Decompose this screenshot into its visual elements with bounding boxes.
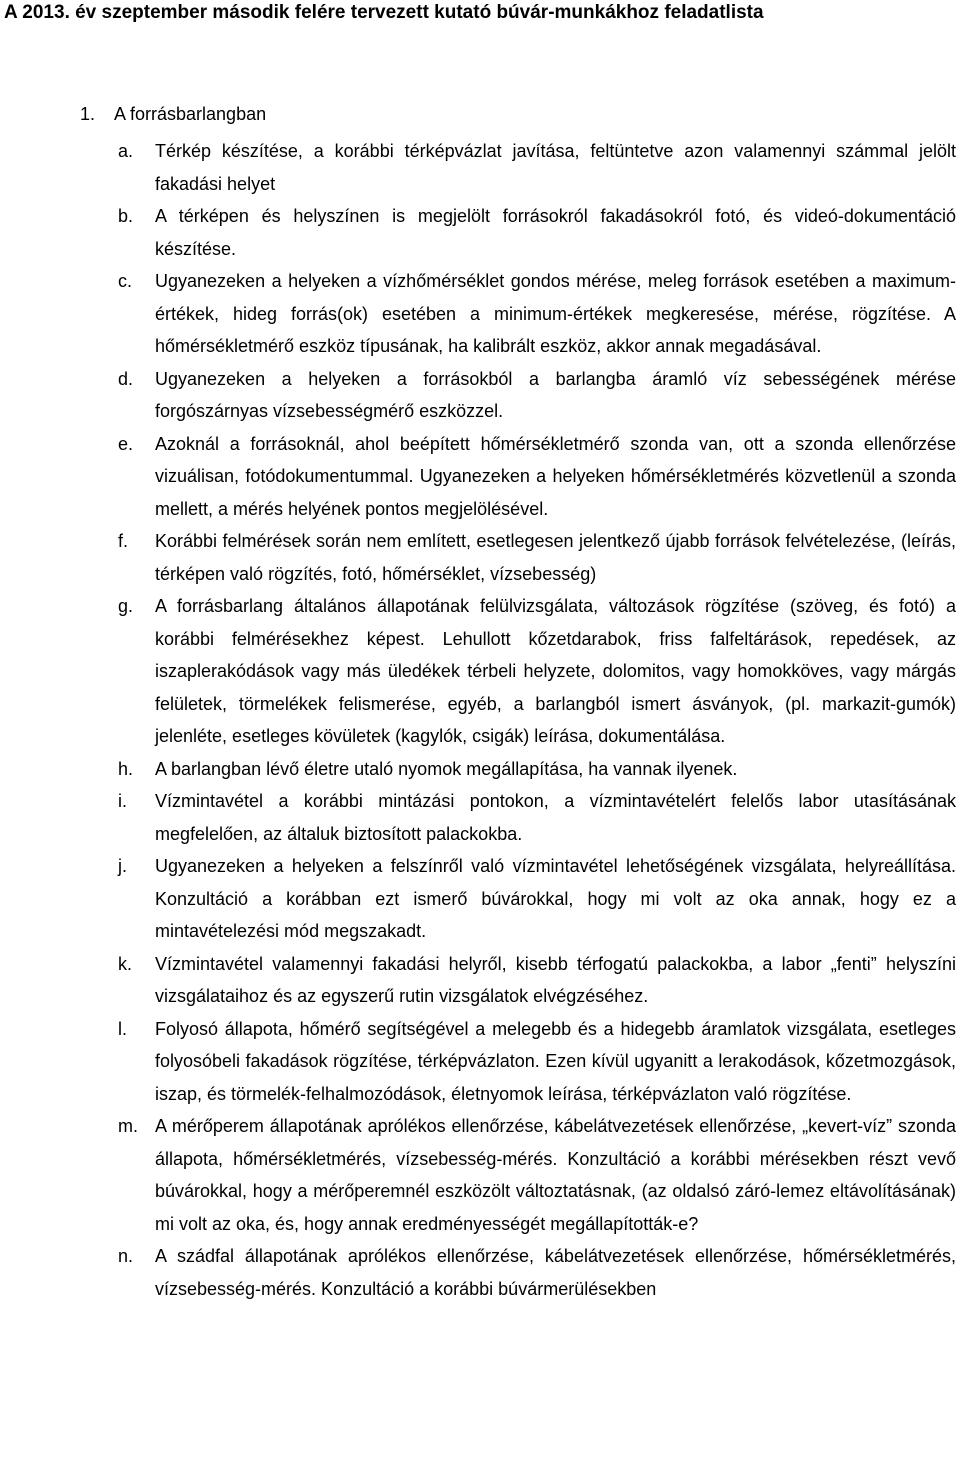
item-letter: f.: [118, 531, 129, 551]
item-letter: l.: [118, 1018, 127, 1039]
item-letter: j.: [118, 856, 127, 876]
item-text: Ugyanezeken a helyeken a felszínről való vízmintavétel lehetőségének vizsgálata, helyreállítása. Konzultáció a korábban ezt ismerő búvárokkal, hogy mi volt az oka annak, hogy ez a mintavételezési mód megszakadt.: [155, 856, 956, 941]
item-letter: c.: [118, 271, 133, 291]
item-text: Folyosó állapota, hőmérő segítségével a melegebb és a hidegebb áramlatok vizsgálata, esetleges folyosóbeli fakadások rögzítése, térképvázlaton. Ezen kívül ugyanitt a lerakodások, kőzetmozgások, iszap, és törmelék-felhalmozódások, életnyomok leírása, térképvázlaton való rögzítése.: [155, 1018, 956, 1104]
task-list: [118, 135, 956, 1305]
item-letter: a.: [118, 141, 134, 161]
item-text: A forrásbarlang általános állapotának felülvizsgálata, változások rögzítése (szöveg, és fotó) a korábbi felmérésekhez képest. Lehullott kőzetdarabok, friss falfeltárások, repedések, az iszaplerakódások vagy más üledékek térbeli helyzete, dolomitos, vagy homokköves, vagy márgás felületek, törmelékek felismerése, egyéb, a barlangból ismert ásványok, (pl. markazit-gumók) jelenléte, esetleges kövületek (kagylók, csigák) leírása, dokumentálása.: [155, 596, 956, 746]
list-item: [118, 135, 956, 200]
item-text: Azoknál a forrásoknál, ahol beépített hőmérsékletmérő szonda van, ott a szonda ellenőrzése vizuálisan, fotódokumentummal. Ugyanezeken a helyeken hőmérsékletmérés közvetlenül a szonda mellett, a mérés helyének pontos megjelölésével.: [155, 433, 956, 519]
item-letter: k.: [118, 953, 133, 974]
item-letter: n.: [118, 1246, 134, 1266]
section-title: A forrásbarlangban: [114, 104, 267, 124]
item-text: Korábbi felmérések során nem említett, esetlegesen jelentkező újabb források felvételezése, (leírás, térképen való rögzítés, fotó, hőmérséklet, vízsebesség): [155, 531, 956, 584]
list-item: [118, 785, 956, 850]
item-letter: g.: [118, 596, 134, 616]
item-text: Vízmintavétel valamennyi fakadási helyről, kisebb térfogatú palackokba, a labor „fenti” helyszíni vizsgálataihoz és az egyszerű rutin vizsgálatok elvégzéséhez.: [155, 953, 956, 1006]
list-item: [118, 200, 956, 265]
list-item: [118, 1240, 956, 1305]
item-text: Ugyanezeken a helyeken a vízhőmérséklet gondos mérése, meleg források esetében a maximum-értékek, hideg forrás(ok) esetében a minimum-értékek megkeresése, mérése, rögzítése. A hőmérsékletmérő eszköz típusának, ha kalibrált eszköz, akkor annak megadásával.: [155, 271, 956, 356]
list-item: [118, 525, 956, 590]
list-item: [118, 590, 956, 753]
list-item: [118, 265, 956, 363]
item-text: A barlangban lévő életre utaló nyomok megállapítása, ha vannak ilyenek.: [155, 758, 738, 779]
item-letter: h.: [118, 758, 134, 779]
list-item: [118, 363, 956, 428]
item-letter: m.: [118, 1116, 138, 1136]
item-text: Ugyanezeken a helyeken a forrásokból a barlangba áramló víz sebességének mérése forgószárnyas vízsebességmérő eszközzel.: [155, 368, 956, 421]
document-title: A 2013. év szeptember második felére tervezett kutató búvár-munkákhoz feladatlista: [4, 2, 764, 23]
list-item: [118, 428, 956, 526]
item-letter: d.: [118, 368, 134, 389]
item-text: Vízmintavétel a korábbi mintázási pontokon, a vízmintavételért felelős labor utasításának megfelelően, az általuk biztosított palackokba.: [155, 791, 956, 844]
item-letter: e.: [118, 433, 134, 454]
list-item: [118, 1110, 956, 1240]
item-letter: b.: [118, 206, 134, 226]
section-number: 1.: [80, 104, 96, 124]
item-text: A térképen és helyszínen is megjelölt forrásokról fakadásokról fotó, és videó-dokumentáció készítése.: [155, 206, 956, 259]
item-letter: i.: [118, 791, 127, 811]
list-item: [118, 1013, 956, 1111]
section-heading: [80, 102, 266, 126]
item-text: A mérőperem állapotának aprólékos ellenőrzése, kábelátvezetések ellenőrzése, „kevert-víz” szonda állapota, hőmérsékletmérés, vízsebesség-mérés. Konzultáció a korábbi mérésekben részt vevő búvárokkal, hogy a mérőperemnél eszközölt változtatásnak, (az oldalsó záró-lemez eltávolításának) mi volt az oka, és, hogy annak eredményességét megállapították-e?: [155, 1116, 956, 1234]
list-item: [118, 850, 956, 948]
item-text: A szádfal állapotának aprólékos ellenőrzése, kábelátvezetések ellenőrzése, hőmérsékletmérés, vízsebesség-mérés. Konzultáció a korábbi búvármerülésekben: [155, 1246, 956, 1299]
item-text: Térkép készítése, a korábbi térképvázlat javítása, feltüntetve azon valamennyi számmal jelölt fakadási helyet: [155, 141, 956, 194]
list-item: [118, 753, 956, 786]
list-item: [118, 948, 956, 1013]
